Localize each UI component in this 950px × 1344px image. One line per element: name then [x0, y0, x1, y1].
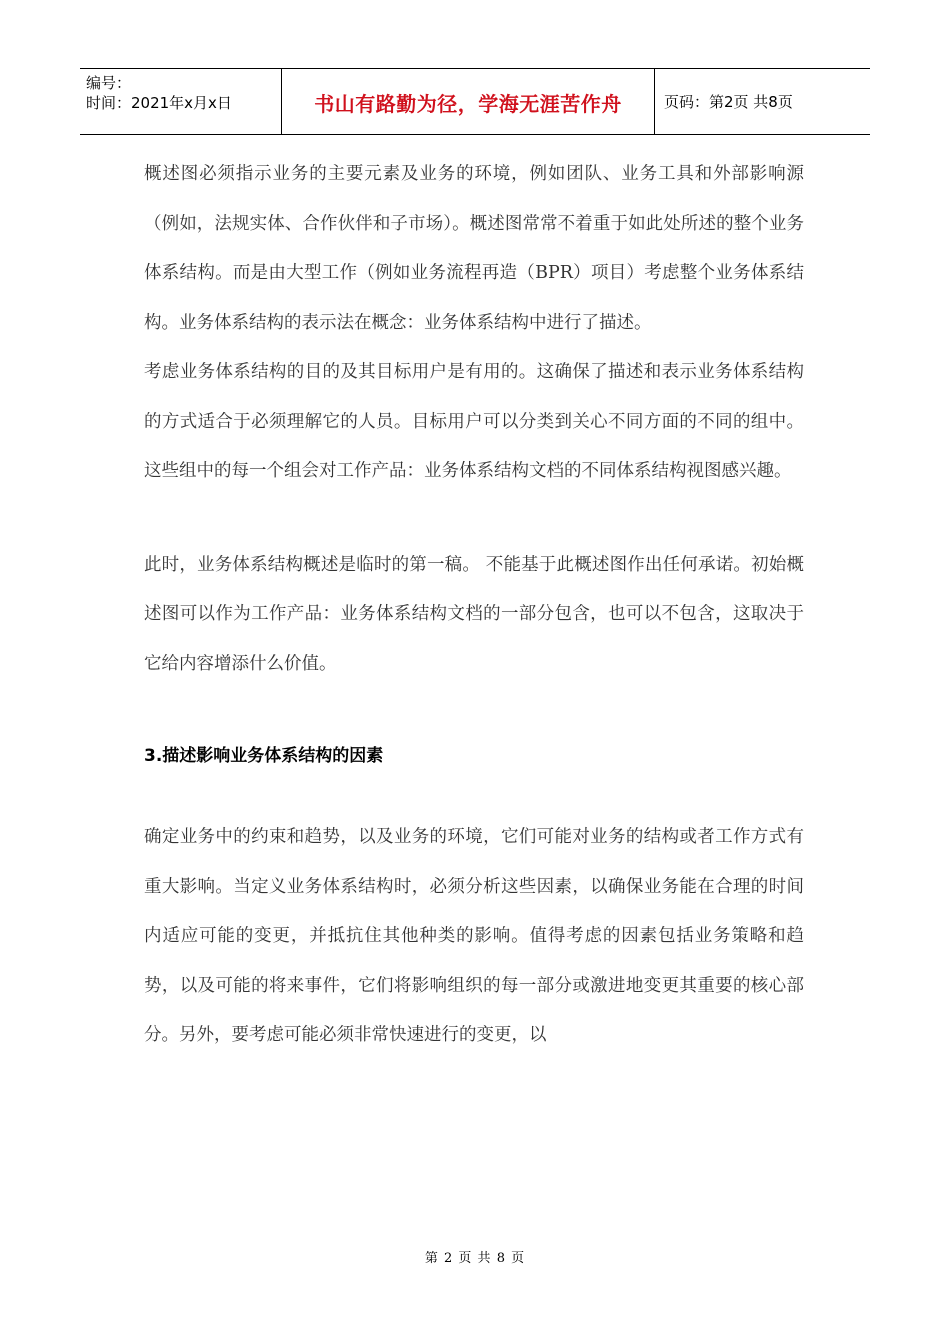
paragraph-overview: 概述图必须指示业务的主要元素及业务的环境，例如团队、业务工具和外部影响源（例如，法规实体、合作伙伴和子市场）。概述图常常不着重于如此处所述的整个业务体系结构。而是由大型工作（例如业务流程再造（BPR）项目）考虑整个业务体系结构。业务体系结构的表示法在概念：业务体系结构中进行了描述。	[144, 164, 804, 333]
page-footer: 第 2 页 共 8 页	[424, 1251, 526, 1266]
header-meta	[80, 69, 281, 134]
paragraph-audience: 考虑业务体系结构的目的及其目标用户是有用的。这确保了描述和表示业务体系结构的方式适合于必须理解它的人员。目标用户可以分类到关心不同方面的不同的组中。这些组中的每一个组会对工作产品：业务体系结构文档的不同体系结构视图感兴趣。	[144, 362, 804, 481]
page-header	[80, 68, 870, 135]
paragraph-factors: 确定业务中的约束和趋势，以及业务的环境，它们可能对业务的结构或者工作方式有重大影响。当定义业务体系结构时，必须分析这些因素，以确保业务能在合理的时间内适应可能的变更，并抵抗住其他种类的影响。值得考虑的因素包括业务策略和趋势，以及可能的将来事件，它们将影响组织的每一部分或激进地变更其重要的核心部分。另外，要考虑可能必须非常快速进行的变更，以	[144, 827, 804, 1045]
section-spacer	[144, 689, 804, 741]
header-page-info: 页码：第2页 共8页	[664, 93, 793, 111]
section-spacer	[144, 771, 804, 813]
paragraph-draft-note: 此时，业务体系结构概述是临时的第一稿。 不能基于此概述图作出任何承诺。初始概述图可以作为工作产品：业务体系结构文档的一部分包含，也可以不包含，这取决于它给内容增添什么价值。	[144, 554, 804, 674]
paragraph-spacer	[144, 497, 804, 541]
document-body	[144, 150, 804, 1061]
document-date-label: 时间：2021年x月x日	[86, 94, 232, 112]
header-motto: 书山有路勤为径，学海无涯苦作舟	[314, 92, 622, 116]
document-number-label: 编号：	[86, 74, 132, 92]
header-motto-cell	[281, 69, 655, 134]
section-heading: 3.描述影响业务体系结构的因素	[144, 746, 384, 766]
